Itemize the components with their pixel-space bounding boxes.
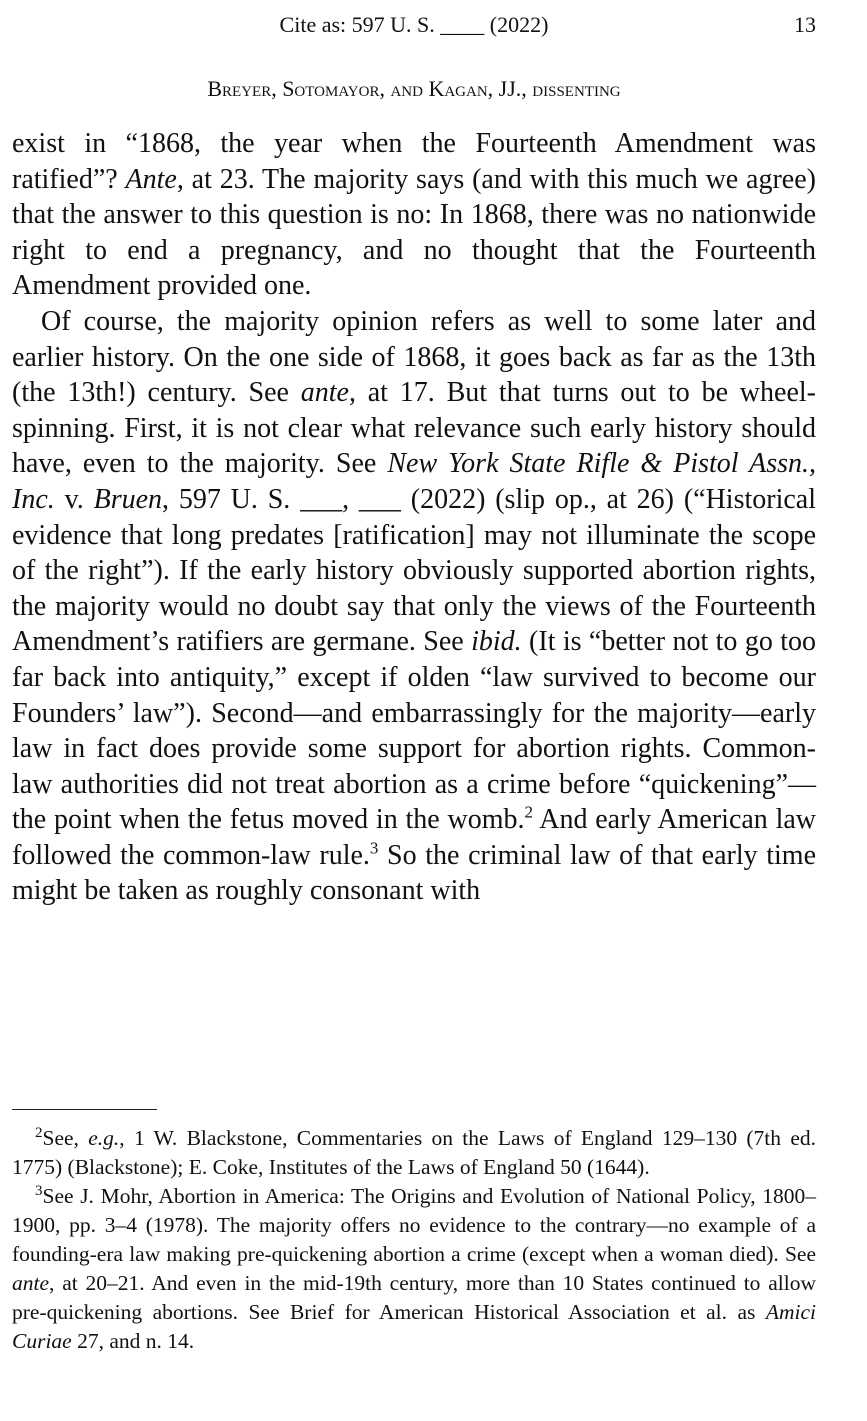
italic-ibid: ibid. [471,626,522,658]
text-run: exist in “1868, the year when the Fourteenth Amendment was ratified”? [12,128,816,195]
case-name: Bruen [93,483,163,515]
text-run: , at 23. The majority says (and with this much we agree) that the answer to this question is no: In 1868, there was no nationwide right to end a pregnancy, and no thought that the Fourteenth Amendment provided one. [12,163,816,302]
text-run: , 1 W. Blackstone, Commentaries on the Laws of England 129–130 (7th ed. 1775) (Blackstone); E. Coke, Institutes of the Laws of England 50 (1644). [12,1126,816,1179]
italic-eg: e.g. [88,1126,120,1150]
italic-ante: ante [12,1271,50,1295]
text-run: So the criminal law of that early time might be taken as roughly consonant with [12,839,816,907]
text-run: (It is “better not to go too far back into antiquity,” except if olden “law survived to become our Founders’ law”). Second—and embarrassingly for the majority—early law in fact does provide some support for abortion rights. Common-law authorities did not treat abortion as a crime before “quickening”—the point when the fetus moved in the womb. [12,626,816,836]
running-header [0,12,867,44]
text-run: See, [42,1126,89,1150]
italic-ante: ante [300,377,349,409]
citation: Cite as: 597 U. S. ____ (2022) [279,12,549,37]
footnote-ref-2[interactable]: 2 [524,802,533,822]
text-run: Of course, the majority opinion refers as well to some later and earlier history. On the one side of 1868, it goes back as far as the 13th (the 13th!) century. See [12,305,816,409]
footnote-ref-3[interactable]: 3 [369,838,379,858]
footnote-divider [12,1109,157,1110]
body-text [12,126,816,909]
text-run: , 597 U. S. ___, ___ (2022) (slip op., at 26) (“Historical evidence that long predates [ratification] may not illuminate the scope of the right”). If the early history obviously supported abortion rights, the majority would no doubt say that only the views of the Fourteenth Amendment’s ratifiers are germane. See [12,483,816,658]
footnote-mark: 2 [35,1124,43,1141]
footnote-mark: 3 [35,1182,43,1199]
paragraph-1 [12,126,816,304]
footnotes [12,1124,816,1356]
paragraph-2 [12,304,816,909]
page-number: 13 [794,12,816,37]
text-run: And early American law followed the common-law rule. [12,804,817,871]
text-run: See J. Mohr, Abortion in America: The Origins and Evolution of National Policy, 1800–1900, pp. 3–4 (1978). The majority offers no evidence to the contrary—no example of a founding-era law making pre-quickening abortion a crime (except when a woman died). See [12,1184,816,1266]
text-run: v. [54,483,94,515]
text-run: , at 20–21. And even in the mid-19th century, more than 10 States continued to allow pre-quickening abortions. See Brief for American Historical Association et al. as [12,1271,816,1324]
opinion-header: Breyer, Sotomayor, and Kagan, JJ., dissenting [207,76,621,101]
italic-amici: Amici Curiae [12,1300,816,1353]
case-name: New York State Rifle & Pistol Assn., Inc. [12,448,817,515]
text-run: , at 17. But that turns out to be wheel-spinning. First, it is not clear what relevance such early history should have, even to the majority. See [12,377,816,480]
italic-ante: Ante [125,163,177,195]
footnote-2 [12,1124,816,1182]
footnote-3 [12,1182,816,1356]
text-run: 27, and n. 14. [71,1329,195,1353]
